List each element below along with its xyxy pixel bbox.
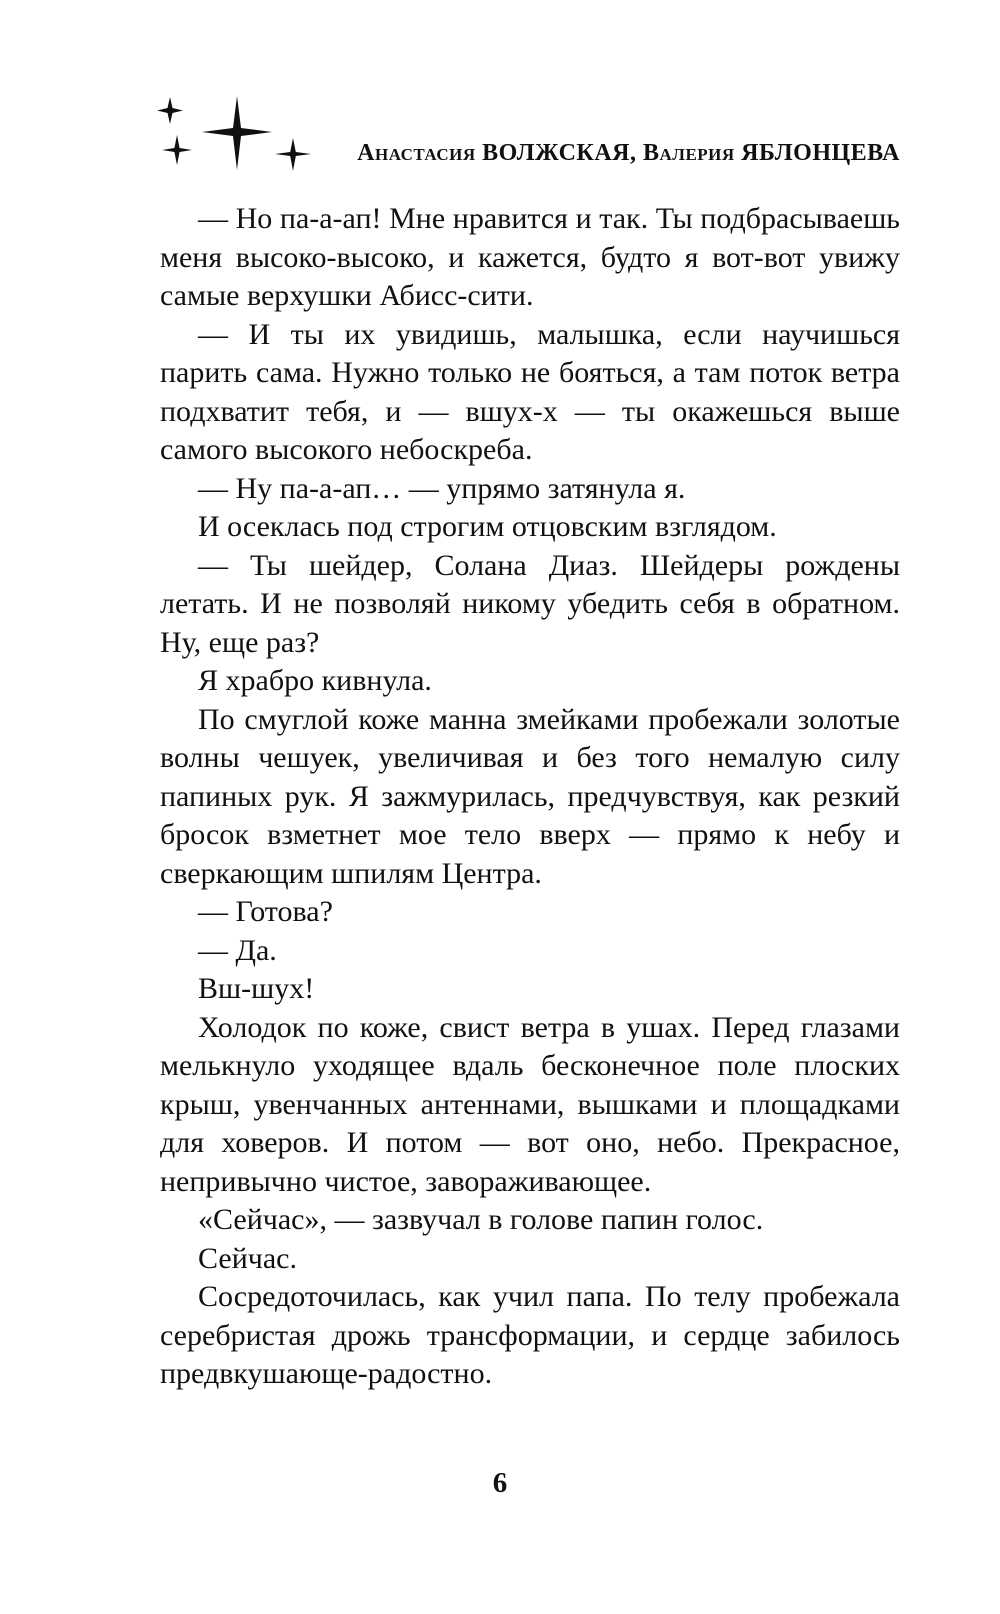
paragraph: Сосредоточилась, как учил папа. По телу пробежала серебристая дрожь трансформации, и сердце забилось предвкушающе-радостно.: [160, 1280, 900, 1390]
paragraph: «Сейчас», — зазвучал в голове папин голос.: [198, 1203, 764, 1236]
paragraph: — Готова?: [198, 895, 333, 928]
body-text: [160, 200, 900, 1394]
paragraph: — Да.: [198, 933, 277, 967]
paragraph: — Но па-а-ап! Мне нравится и так. Ты подбрасываешь меня высоко-высоко, и кажется, будто я вот-вот увижу самые верхушки Абисс-сити.: [160, 202, 900, 312]
paragraph: — Ну па-а-ап… — упрямо затянула я.: [198, 471, 686, 505]
paragraph: Холодок по коже, свист ветра в ушах. Перед глазами мелькнуло уходящее вдаль бесконечное поле плоских крыш, увенчанных антеннами, вышками и площадками для ховеров. И потом — вот оно, небо. Прекрасное, непривычно чистое, завораживающее.: [160, 1010, 900, 1198]
paragraph: По смуглой коже манна змейками пробежали золотые волны чешуек, увеличивая и без того немалую силу папиных рук. Я зажмурилась, предчувствуя, как резкий бросок взметнет мое тело вверх — прямо к небу и сверкающим шпилям Центра.: [160, 702, 900, 890]
page-number: 6: [492, 1467, 508, 1499]
paragraph: Сейчас.: [198, 1241, 297, 1275]
paragraph: Вш-шух!: [198, 972, 315, 1005]
running-head: Анастасия ВОЛЖСКАЯ, Валерия ЯБЛОНЦЕВА: [357, 140, 900, 166]
sparkle-stars-icon: [150, 92, 325, 192]
paragraph: — И ты их увидишь, малышка, если научишься парить сама. Нужно только не бояться, а там поток ветра подхватит тебя, и — вшух-х — ты окажешься выше самого высокого небоскреба.: [160, 317, 900, 466]
paragraph: — Ты шейдер, Солана Диаз. Шейдеры рождены летать. И не позволяй никому убедить себя в обратном. Ну, еще раз?: [160, 548, 900, 659]
paragraph: И осеклась под строгим отцовским взглядом.: [198, 510, 777, 543]
paragraph: Я храбро кивнула.: [198, 664, 432, 697]
